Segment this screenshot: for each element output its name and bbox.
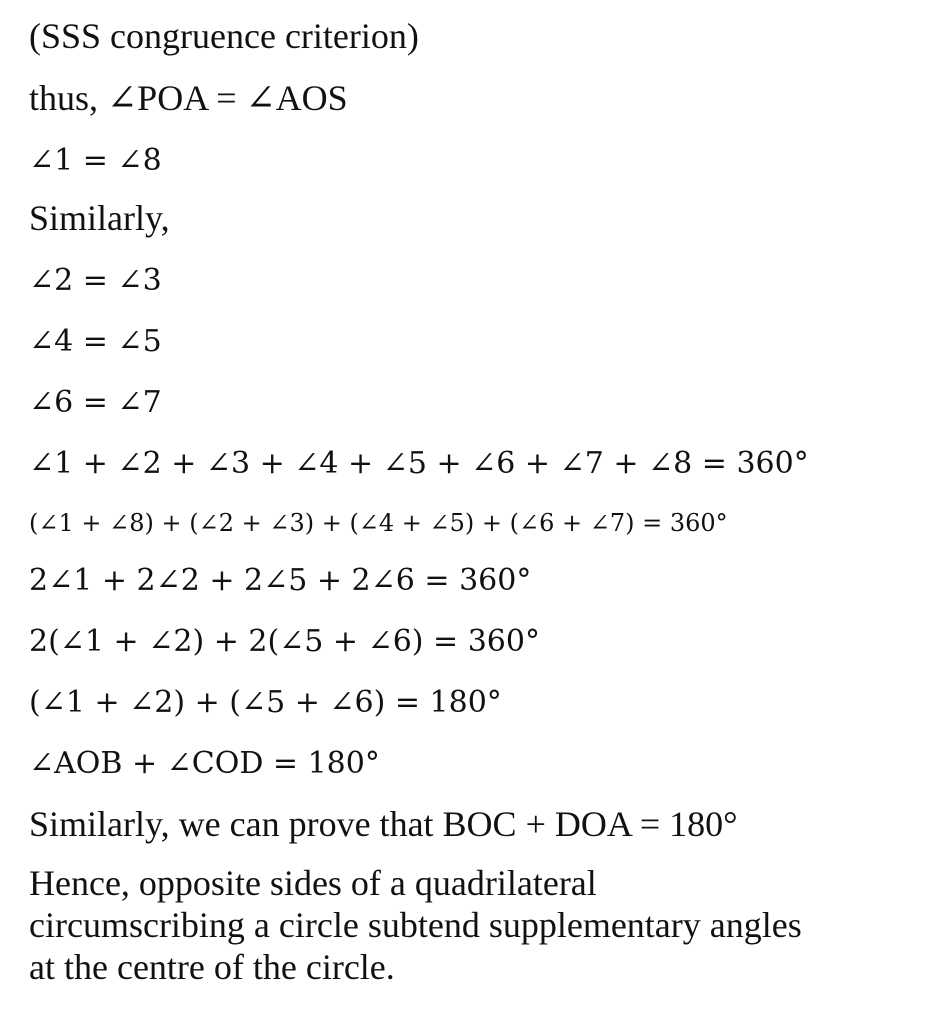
equation-grouped-pairs: (∠1 + ∠8) + (∠2 + ∠3) + (∠4 + ∠5) + (∠6 + ∠7) = 360°	[29, 509, 728, 537]
thus-angle-line: thus, ∠POA = ∠AOS	[29, 78, 348, 118]
conclusion-line-1: Hence, opposite sides of a quadrilateral	[29, 863, 597, 903]
similarly-boc-doa-line: Similarly, we can prove that BOC + DOA = 180°	[29, 804, 738, 844]
equation-angle2-angle3: ∠2 = ∠3	[29, 263, 162, 298]
equation-angle4-angle5: ∠4 = ∠5	[29, 324, 162, 359]
conclusion-paragraph	[29, 862, 909, 988]
conclusion-line-2: circumscribing a circle subtend supplementary angles	[29, 905, 802, 945]
conclusion-line-3: at the centre of the circle.	[29, 947, 395, 987]
equation-doubled-terms: 2∠1 + 2∠2 + 2∠5 + 2∠6 = 360°	[29, 563, 532, 598]
equation-factored-doubled: 2(∠1 + ∠2) + 2(∠5 + ∠6) = 360°	[29, 624, 540, 659]
similarly-line: Similarly,	[29, 198, 170, 238]
equation-angle6-angle7: ∠6 = ∠7	[29, 385, 162, 420]
equation-sum-all-angles: ∠1 + ∠2 + ∠3 + ∠4 + ∠5 + ∠6 + ∠7 + ∠8 = 360°	[29, 446, 809, 481]
equation-half-sum: (∠1 + ∠2) + (∠5 + ∠6) = 180°	[29, 685, 502, 720]
sss-criterion-line: (SSS congruence criterion)	[29, 16, 419, 56]
equation-aob-cod: ∠AOB + ∠COD = 180°	[29, 746, 380, 781]
equation-angle1-angle8: ∠1 = ∠8	[29, 143, 162, 178]
